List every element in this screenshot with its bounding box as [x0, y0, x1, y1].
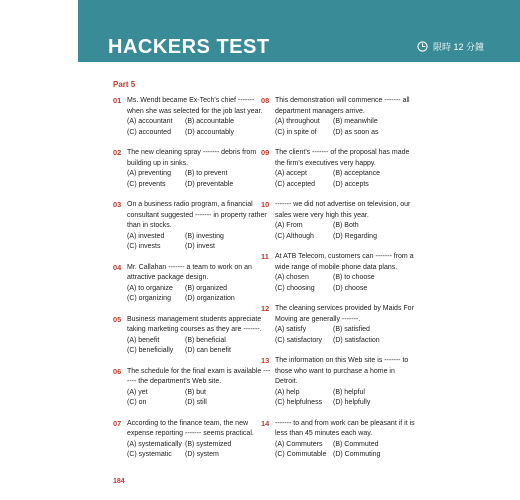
answer-options: [275, 169, 419, 190]
answer-option[interactable]: (B) acceptance: [333, 170, 381, 177]
answer-option[interactable]: (D) invest: [185, 243, 215, 250]
question-stem: This demonstration will commence ------- all department managers arrive.: [275, 97, 410, 115]
question-stem: According to the finance team, the new expense reporting ------- seems practical.: [127, 419, 254, 437]
question-number: 03: [113, 200, 122, 209]
answer-option[interactable]: (A) satisfy: [275, 326, 307, 333]
answer-option[interactable]: (B) to prevent: [185, 170, 228, 177]
answer-option[interactable]: (C) helpfulness: [275, 399, 323, 406]
question-item: [113, 200, 271, 253]
answer-option[interactable]: (D) can benefit: [185, 347, 231, 354]
answer-options: [127, 388, 271, 409]
question-stem: The information on this Web site is ------- to those who want to purchase a home in Detroit.: [275, 357, 409, 385]
answer-option[interactable]: (A) Commuters: [275, 440, 323, 448]
question-item: [113, 315, 271, 357]
answer-option[interactable]: (D) Commuting: [333, 451, 381, 458]
question-number: 01: [113, 96, 122, 105]
answer-options: [275, 325, 419, 346]
answer-option[interactable]: (D) preventable: [185, 180, 234, 188]
question-item: [113, 148, 271, 190]
question-number: 10: [261, 200, 270, 209]
answer-option[interactable]: (C) beneficially: [127, 347, 174, 354]
answer-option[interactable]: (C) Although: [275, 232, 314, 240]
question-item: [113, 419, 271, 461]
question-item: [261, 419, 419, 461]
question-item: [261, 200, 419, 242]
answer-option[interactable]: (A) accountant: [127, 118, 173, 125]
question-number: 02: [113, 148, 122, 157]
answer-option[interactable]: (A) help: [275, 388, 300, 396]
question-stem: The cleaning services provided by Maids For Moving are generally -------.: [275, 305, 414, 323]
answer-options: [127, 232, 271, 253]
question-item: [113, 96, 271, 138]
answer-options: [275, 388, 419, 409]
question-item: [113, 367, 271, 409]
answer-option[interactable]: (D) Regarding: [333, 232, 377, 240]
question-item: [261, 252, 419, 294]
question-number: 08: [261, 96, 270, 105]
answer-option[interactable]: (D) satisfaction: [333, 336, 380, 344]
timer-label: 限時 12 分鐘: [432, 42, 484, 52]
question-number: 07: [113, 418, 122, 428]
answer-options: [127, 169, 271, 190]
answer-option[interactable]: (C) invests: [127, 243, 161, 250]
question-column-left: [113, 96, 271, 461]
answer-option[interactable]: (B) Commuted: [333, 440, 379, 448]
answer-option[interactable]: (C) in spite of: [275, 128, 317, 136]
question-number: 04: [113, 262, 122, 272]
answer-options: [275, 221, 419, 242]
answer-option[interactable]: (A) invested: [127, 232, 165, 240]
question-item: [261, 148, 419, 190]
answer-options: [275, 273, 419, 294]
question-number: 12: [261, 304, 270, 313]
answer-option[interactable]: (C) satisfactory: [275, 336, 323, 344]
question-stem: At ATB Telecom, customers can ------- from a wide range of mobile phone data plans.: [275, 253, 414, 271]
question-item: [261, 356, 419, 409]
question-stem: Mr. Callahan ------- a team to work on an attractive package design.: [127, 263, 252, 281]
answer-option[interactable]: (D) as soon as: [333, 128, 379, 136]
question-stem: The schedule for the final exam is available ------- the department's Web site.: [127, 367, 271, 385]
answer-option[interactable]: (C) systematic: [127, 451, 172, 458]
answer-option[interactable]: (A) throughout: [275, 118, 320, 125]
page-title: HACKERS TEST: [108, 36, 270, 58]
answer-option[interactable]: (A) benefit: [127, 336, 160, 344]
question-item: [113, 263, 271, 305]
answer-option[interactable]: (C) prevents: [127, 180, 166, 188]
question-number: 06: [113, 366, 122, 376]
answer-option[interactable]: (A) chosen: [275, 274, 309, 281]
answer-option[interactable]: (D) helpfully: [333, 399, 371, 406]
answer-option[interactable]: (B) investing: [185, 232, 224, 240]
timer: [417, 40, 484, 53]
question-number: 09: [261, 148, 270, 157]
question-number: 11: [261, 252, 269, 261]
answer-option[interactable]: (B) organized: [185, 284, 228, 292]
question-item: [261, 304, 419, 346]
answer-option[interactable]: (A) preventing: [127, 170, 171, 177]
answer-option[interactable]: (C) accepted: [275, 180, 316, 188]
answer-option[interactable]: (A) to organize: [127, 284, 173, 292]
question-stem: ------- to and from work can be pleasant if it is less than 45 minutes each way.: [275, 419, 415, 437]
answer-option[interactable]: (B) Both: [333, 222, 359, 229]
answer-option[interactable]: (B) beneficial: [185, 336, 226, 344]
question-number: 14: [261, 418, 270, 428]
question-stem: On a business radio program, a financial consultant suggested ------- in property rather than in stocks.: [127, 201, 267, 229]
question-stem: The new cleaning spray ------- debris from building up in sinks.: [127, 149, 257, 167]
answer-option[interactable]: (B) systemized: [185, 440, 232, 448]
answer-options: [275, 117, 419, 138]
answer-option[interactable]: (C) organizing: [127, 295, 171, 302]
clock-icon: [417, 41, 428, 52]
answer-option[interactable]: (B) to choose: [333, 274, 375, 281]
question-column-right: [261, 96, 419, 461]
answer-option[interactable]: (B) accountable: [185, 118, 235, 125]
answer-option[interactable]: (B) but: [185, 388, 207, 396]
answer-option[interactable]: (D) still: [185, 399, 207, 406]
answer-options: [127, 336, 271, 357]
answer-option[interactable]: (B) meanwhile: [333, 118, 378, 125]
answer-option[interactable]: (D) organization: [185, 295, 235, 302]
question-item: [261, 96, 419, 138]
part-title: Part 5: [113, 80, 136, 89]
answer-option[interactable]: (D) accountably: [185, 128, 235, 136]
question-number: 05: [113, 314, 122, 324]
answer-option[interactable]: (B) helpful: [333, 388, 365, 396]
answer-options: [127, 117, 271, 138]
question-stem: ------- we did not advertise on television, our sales were very high this year.: [275, 201, 411, 219]
answer-option[interactable]: (D) accepts: [333, 180, 369, 188]
question-stem: Ms. Wendt became Ex-Tech's chief ------- when she was selected for the job last year.: [127, 97, 263, 115]
answer-option[interactable]: (A) accept: [275, 170, 307, 177]
answer-option[interactable]: (D) choose: [333, 284, 368, 292]
answer-option[interactable]: (C) on: [127, 399, 147, 406]
answer-options: [127, 440, 271, 461]
question-stem: The client's ------- of the proposal has made the firm's executives very happy.: [275, 149, 410, 167]
answer-options: [127, 284, 271, 305]
answer-options: [275, 440, 419, 461]
answer-option[interactable]: (C) Commutable: [275, 451, 327, 458]
answer-option[interactable]: (A) yet: [127, 388, 148, 396]
answer-option[interactable]: (B) satisfied: [333, 326, 370, 333]
answer-option[interactable]: (C) accounted: [127, 128, 171, 136]
header-banner: [78, 0, 520, 62]
answer-option[interactable]: (A) From: [275, 222, 303, 229]
page-number: 184: [113, 478, 125, 485]
answer-option[interactable]: (D) system: [185, 451, 219, 458]
question-stem: Business management students appreciate taking marketing courses as they are -------.: [127, 315, 262, 333]
answer-option[interactable]: (A) systematically: [127, 440, 182, 448]
question-number: 13: [261, 356, 270, 365]
answer-option[interactable]: (C) choosing: [275, 284, 315, 292]
